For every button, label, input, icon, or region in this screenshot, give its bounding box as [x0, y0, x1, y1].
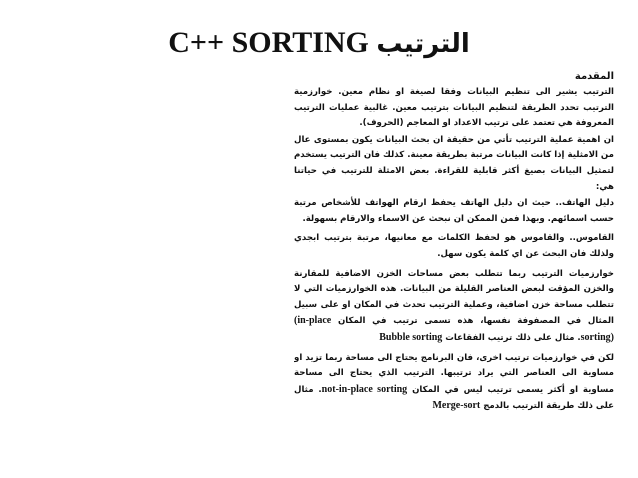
slide-title — [0, 26, 638, 60]
paragraph-dictionary: القاموس.. والقاموس هو لحفظ الكلمات مع معانيها، مرتبة بترتيب ابجدي ولذلك فان البحث عن اي كلمة يكون سهل. — [294, 233, 614, 259]
merge-sort-term: Merge-sort — [432, 400, 481, 412]
paragraph-phonebook: دليل الهاتف.. حيث ان دليل الهاتف يحفظ ارقام الهواتف للأشخاص مرتبة حسب اسمائهم. وبهذا فمن الممكن ان نبحث عن الاسماء والارقام بسهولة. — [294, 198, 614, 224]
title-arabic: الترتيب — [376, 29, 470, 59]
paragraph-not-in-place — [294, 351, 614, 415]
not-in-place-example: . مثال على ذلك طريقة الترتيب بالدمج — [294, 384, 614, 412]
in-place-text: خوارزميات الترتيب ربما تتطلب بعض مساحات الخزن الاضافية للمقارنة والخزن المؤقت لبعض العناصر القليلة من البيانات. هذه الخوارزميات التي لا تتطلب مساحة خزن اضافية، وعملية الترتيب تحدث في المكان او على سبيل المثال في المصفوفة نفسها، هذه تسمى ترتيب في المكان — [294, 268, 614, 327]
in-place-term: (in-place sorting) — [294, 315, 614, 343]
bubble-sort-term: Bubble sorting — [379, 331, 443, 343]
paragraph-intro: الترتيب يشير الى تنظيم البيانات وفقا لصيغة او نظام معين. خوارزمية الترتيب تحدد الطريقة لتنظيم البيانات بترتيب معين. غالبية عمليات الترتيب المعروفة هي تعتمد على ترتيب الاعداد او المعاجم (الحروف). — [294, 87, 614, 129]
in-place-example: . مثال على ذلك ترتيب الفقاعات — [445, 332, 581, 343]
paragraph-in-place — [294, 267, 614, 347]
section-heading: المقدمة — [574, 71, 614, 82]
not-in-place-text: لكن في خوارزميات ترتيب اخرى، فان البرنامج يحتاج الى مساحة ربما تزيد او مساوية الى العناصر التي يراد ترتيبها. الترتيب الذي يحتاج الى مساحة مساوية او أكثر يسمى ترتيب ليس في المكان — [294, 352, 614, 395]
article-body — [294, 70, 614, 470]
title-latin: C++ SORTING — [168, 26, 369, 59]
not-in-place-term: not-in-place sorting — [321, 383, 408, 395]
paragraph-importance: ان اهمية عملية الترتيب تأتي من حقيقة ان بحث البيانات يكون بمستوى عال من الامثلية إذا كانت البيانات مرتبة بطريقة معينة. كذلك فان الترتيب يستخدم لتمثيل البيانات بصيغ أكثر قابلية للقراءة. بعض الامثلة للترتيب في حياتنا هي: — [294, 134, 614, 192]
